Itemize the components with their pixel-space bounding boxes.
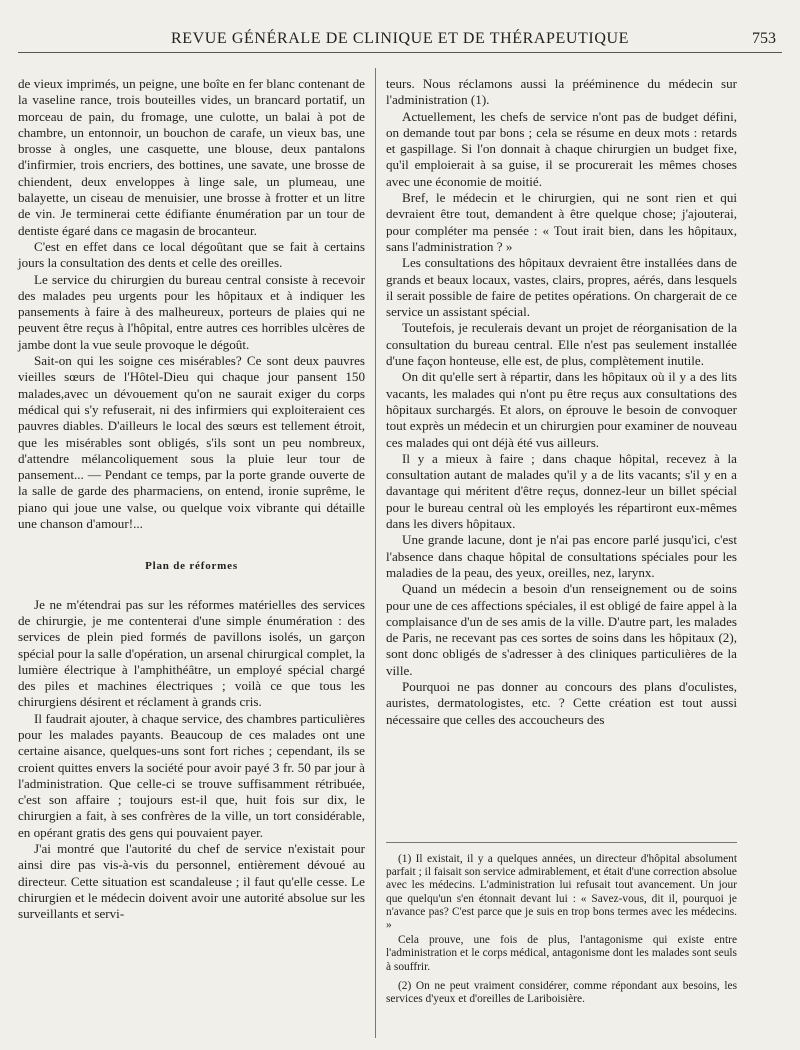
paragraph: teurs. Nous réclamons aussi la prééminence du médecin sur l'administration (1).	[386, 76, 737, 108]
footnote-1-continued: Cela prouve, une fois de plus, l'antagonisme qui existe entre l'administration et le corps médical, antagonisme dont les malades sont seuls à souffrir.	[386, 934, 737, 973]
paragraph: de vieux imprimés, un peigne, une boîte en fer blanc contenant de la vaseline rance, trois bouteilles vides, un brancard portatif, un morceau de pain, du fromage, une culotte, un balai à pot de chambre, un entonnoir, un bouchon de carafe, un vieux bas, une brosse à ongles, une casquette, une blouse, deux pantalons d'infirmier, trois encriers, des bottines, une savate, une brosse de chiendent, deux enveloppes à linge sale, un plumeau, une balayette, un ciseau de menuisier, une brosse à frotter et un litre de vin. Je terminerai cette édifiante énumération par un tour de dentiste égaré dans ce magasin de brocanteur.	[18, 76, 365, 238]
paragraph: Une grande lacune, dont je n'ai pas encore parlé jusqu'ici, c'est l'absence dans chaque hôpital de consultations spéciales pour les maladies de la peau, des yeux, oreilles, nez, larynx.	[386, 532, 737, 580]
footnotes	[386, 842, 737, 1008]
running-header	[18, 28, 782, 53]
page-number: 753	[752, 30, 776, 47]
paragraph: Actuellement, les chefs de service n'ont pas de budget défini, on demande tout par bons ; cela se résume en deux mots : retards et gaspillage. Si l'on donnait à chaque chirurgien un budget fixe, qu'il emploierait à sa guise, il se procurerait les mêmes choses avec une économie de moitié.	[386, 108, 737, 189]
paragraph: Je ne m'étendrai pas sur les réformes matérielles des services de chirurgie, je me contenterai d'une simple énumération : des services de plein pied formés de pavillons isolés, un garçon spécial pour la salle d'opération, un arsenal chirurgical complet, la lumière électrique à l'amphithéâtre, un employé spécial chargé des piles et machines électriques ; voilà ce que tous les chirurgiens désirent et réclament à grands cris.	[18, 596, 365, 710]
paragraph: Bref, le médecin et le chirurgien, qui ne sont rien et qui devraient être tout, demandent à être quelque chose; j'ajouterai, pour compléter ma pensée : « Tout irait bien, dans les hôpitaux, sans l'administration ? »	[386, 190, 737, 254]
footnote-1: (1) Il existait, il y a quelques années, un directeur d'hôpital absolument parfait ; il faisait son service admirablement, et était d'une correction absolue avec les médecins. L'administration lui refusait tout avancement. Un jour que quelqu'un s'en étonnait devant lui : « Savez-vous, dit il, pourquoi je n'avance pas? C'est parce que je suis en trop bons termes avec les médecins. »	[386, 853, 737, 932]
section-heading: Plan de réformes	[145, 560, 238, 573]
left-column	[18, 76, 365, 923]
paragraph: Quand un médecin a besoin d'un renseignement ou de soins pour une de ces affections spéciales, il est obligé de faire appel à la complaisance d'un de ses amis de la ville. D'autre part, les malades de Paris, ne recevant pas ces sortes de soins dans les hôpitaux (2), sont donc obligés de s'adresser à des cliniques particulières de la ville.	[386, 581, 737, 678]
right-column	[386, 76, 737, 728]
column-divider	[375, 68, 376, 1038]
paragraph: C'est en effet dans ce local dégoûtant que se fait à certains jours la consultation des dents et celle des oreilles.	[18, 238, 365, 271]
paragraph: Sait-on qui les soigne ces misérables? Ce sont deux pauvres vieilles sœurs de l'Hôtel-Dieu qui chaque jour pansent 150 malades,avec un dévouement qu'on ne saurait exiger du corps médical qui s'y refuserait, ni des infirmiers qui exploiteraient ces pauvres diables. D'ailleurs le local des sœurs est tellement étroit, que les misérables sont obligés, s'ils sont un peu nombreux, d'attendre mélancoliquement sous la pluie leur tour de pansement... — Pendant ce temps, par la porte grande ouverte de la salle de garde des pharmaciens, on entend, ironie suprême, le piano qui joue une valse, ou quelque voix vibrante qui détaille une chanson d'amour!...	[18, 353, 365, 532]
journal-title: REVUE GÉNÉRALE DE CLINIQUE ET DE THÉRAPEUTIQUE	[170, 30, 630, 47]
paragraph: On dit qu'elle sert à répartir, dans les hôpitaux où il y a des lits vacants, les malades qui n'ont pu être reçus aux consultations des hôpitaux surchargés. Et alors, on éprouve le besoin de convoquer tout exprès un médecin et un chirurgien pour examiner de nouveau ces malades qui ont déjà été vus ailleurs.	[386, 369, 737, 450]
paragraph: Le service du chirurgien du bureau central consiste à recevoir des malades peu urgents pour les hôpitaux et à indiquer les pansements à faire à des malheureux, porteurs de plaies qui ne peuvent être reçus à l'hôpital, entre autres ces horribles ulcères de jambe dont la vue seule provoque le dégoût.	[18, 271, 365, 352]
paragraph: Toutefois, je reculerais devant un projet de réorganisation de la consultation du bureau central. Elle n'est pas seulement installée d'une façon honteuse, elle est, de plus, complètement inutile.	[386, 320, 737, 369]
paragraph: Pourquoi ne pas donner au concours des plans d'oculistes, auristes, dermatologistes, etc. ? Cette création est tout aussi nécessaire que celles des accoucheurs des	[386, 678, 737, 727]
footnote-2: (2) On ne peut vraiment considérer, comme répondant aux besoins, les services d'yeux et d'oreilles de Lariboisière.	[386, 979, 737, 1006]
paragraph: J'ai montré que l'autorité du chef de service n'existait pour ainsi dire pas vis-à-vis du personnel, entièrement dévoué au directeur. Cette situation est scandaleuse ; il faut qu'elle cesse. Le chirurgien et le médecin doivent avoir une autorité absolue sur les surveillants et servi-	[18, 841, 365, 922]
paragraph: Il faudrait ajouter, à chaque service, des chambres particulières pour les malades payants. Beaucoup de ces malades ont une certaine aisance, quelques-uns sont fort riches ; cependant, ils se croient quittes envers la société pour avoir payé 3 fr. 50 par jour à l'administration. Que celle-ci se trouve suffisamment rétribuée, c'est son affaire ; toujours est-il que, huit fois sur dix, le chirurgien a fait, à ses confrères de la ville, un tort considérable, en opérant gratis des gens qui pouvaient payer.	[18, 710, 365, 840]
paragraph: Les consultations des hôpitaux devraient être installées dans de grands et beaux locaux, vastes, clairs, propres, aérés, dans lesquels il serait possible de faire de petites opérations. On chargerait de ce service un assistant spécial.	[386, 255, 737, 320]
paragraph: Il y a mieux à faire ; dans chaque hôpital, recevez à la consultation autant de malades qu'il y a de lits vacants; s'il y en a davantage qui méritent d'être reçus, donnez-leur un billet spécial pour le bureau central où les employés les répartiront eux-mêmes dans les divers hôpitaux.	[386, 450, 737, 532]
